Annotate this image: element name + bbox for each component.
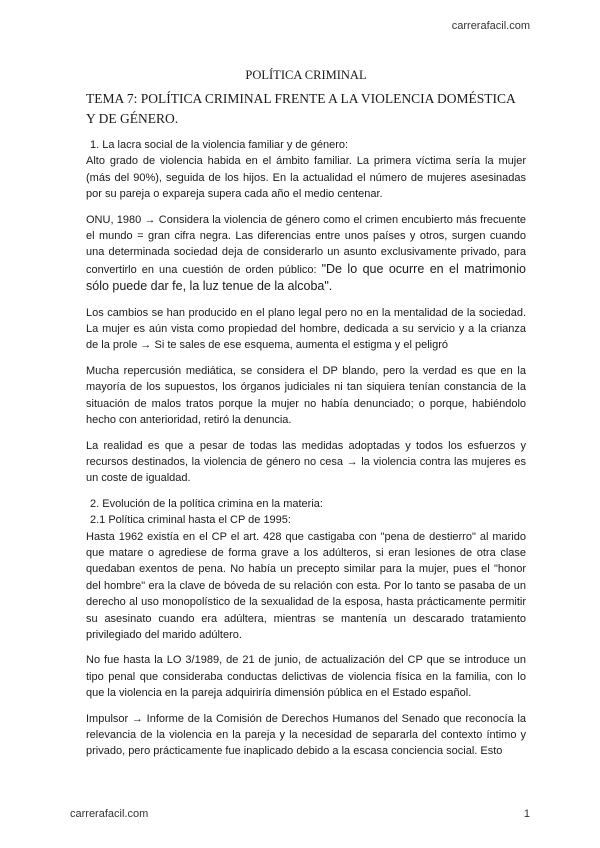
paragraph-3: Los cambios se han producido en el plano legal pero no en la mentalidad de la sociedad. La mujer es aún vista como propiedad del hombre, dedicada a su servicio y a la crianza de la prole → Si te sales de ese esquema, aumenta el estigma y el peligró [86, 306, 526, 352]
header-site: carrerafacil.com [451, 20, 530, 32]
paragraph-1: Alto grado de violencia habida en el ámbito familiar. La primera víctima sería la mujer (más del 90%), seguida de los hijos. En la actualidad el número de mujeres asesinadas por su pareja o expareja supera cada año el medio centenar. [86, 155, 526, 201]
paragraph-2-text: ONU, 1980 → Considera la violencia de género como el crimen encubierto más frecuente el mundo = gran cifra negra. Las diferencias entre unos países y otros, surgen cuando una determinada sociedad deja de considerarlo un asunto exclusivamente privado, para convertirlo en una cuestión de orden público: [86, 213, 526, 276]
paragraph-4: Mucha repercusión mediática, se considera el DP blando, pero la verdad es que en la mayoría de los supuestos, los órganos judiciales ni tan siquiera tenían constancia de la situación de malos tratos porque la mujer no había denunciado; o porque, habiéndolo hecho con anterioridad, retiró la denuncia. [86, 364, 526, 427]
topic-heading: TEMA 7: POLÍTICA CRIMINAL FRENTE A LA VIOLENCIA DOMÉSTICA Y DE GÉNERO. [86, 91, 516, 126]
paragraph-6: Hasta 1962 existía en el CP el art. 428 que castigaba con "pena de destierro" al marido que matare o agrediese de forma grave a los adúlteros, si eran lesiones de otra clase quedaban exentos de pena. No había un precepto similar para la mujer, pues el "honor del hombre" era la clave de bóveda de su relación con esta. Por lo tanto se pasaba de un derecho al uso monopolístico de la sexualidad de la esposa, hasta prácticamente permitir su asesinato cuando era adúltera, mientras se mantenía un descarado tratamiento privilegiado del marido adúltero. [86, 530, 526, 641]
document-title: POLÍTICA CRIMINAL [245, 68, 367, 82]
paragraph-8: Impulsor → Informe de la Comisión de Derechos Humanos del Senado que reconocía la relevancia de la violencia en la pareja y la necesidad de separarla del contexto íntimo y privado, pero prácticamente fue inaplicado debido a la escasa conciencia social. Esto [86, 712, 526, 758]
section-2-1-heading: 2.1 Política criminal hasta el CP de 1995: [90, 514, 291, 527]
paragraph-2-quote: "De lo que ocurre en el matrimonio sólo puede dar fe, la luz tenue de la alcoba". [86, 261, 526, 294]
paragraph-2 [86, 212, 526, 296]
paragraph-7: No fue hasta la LO 3/1989, de 21 de junio, de actualización del CP que se introduce un tipo penal que consideraba conductas delictivas de violencia física en la familia, con lo que la violencia en la pareja adquiriría dimensión pública en el Estado español. [86, 654, 526, 700]
page-number: 1 [523, 808, 530, 820]
footer-site: carrerafacil.com [70, 808, 149, 820]
paragraph-5: La realidad es que a pesar de todas las medidas adoptadas y todos los esfuerzos y recursos destinados, la violencia de género no cesa → la violencia contra las mujeres es un coste de igualdad. [86, 439, 526, 485]
section-1-heading: 1. La lacra social de la violencia familiar y de género: [90, 139, 349, 151]
section-2-heading: 2. Evolución de la política crimina en la materia: [90, 497, 323, 510]
document-body [86, 68, 526, 760]
